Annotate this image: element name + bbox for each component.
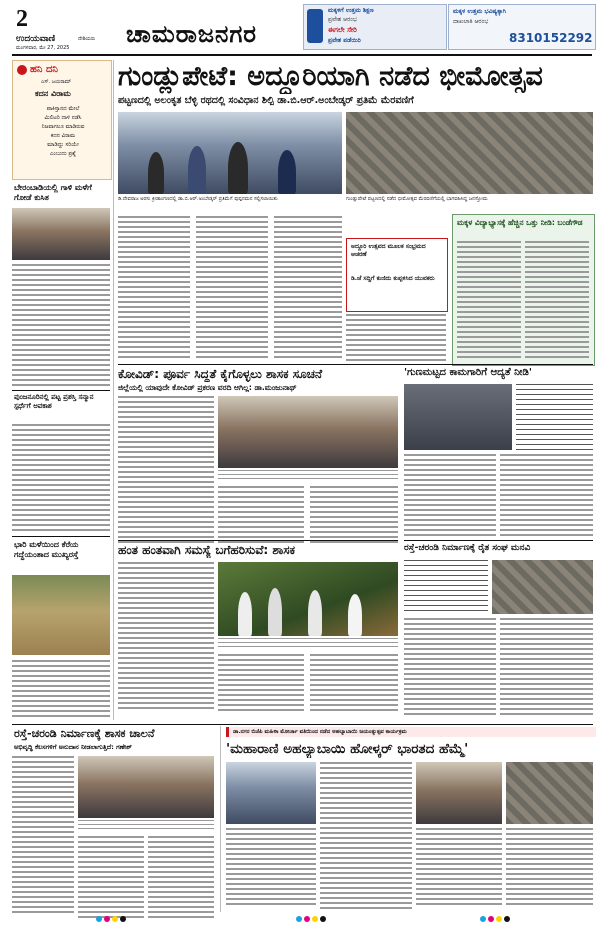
left-story-2-body [12, 424, 110, 534]
covid-photo-caption [218, 470, 398, 482]
phase-body-col-1 [118, 562, 214, 712]
road-bottom-photo [78, 756, 214, 818]
quality-photo-caption [516, 384, 593, 450]
honey-brand: ಹನಿ ದನಿ [30, 64, 58, 75]
phase-photo [218, 562, 398, 636]
lead-photo-crowd [346, 112, 593, 194]
registration-mark [112, 916, 118, 922]
masthead [0, 0, 600, 52]
road-right-caption [404, 560, 488, 614]
lead-body-col-4 [346, 314, 446, 364]
lead-bullet-1: ಅದ್ದೂರಿ ಉತ್ಸವದ ಮೂಲಕ ಸಂಭ್ರಮದ ಆಚರಣೆ [351, 243, 426, 258]
ad-line: ದಾಖಲಾತಿ ಆರಂಭ [453, 18, 489, 25]
honey-author: ಎಸ್. ಜಯರಾಮ್ [41, 79, 72, 85]
lead-body-col-3 [274, 216, 342, 361]
covid-meeting-photo [218, 396, 398, 468]
figure [308, 590, 322, 636]
covid-body-col-1 [118, 396, 214, 546]
quality-photo [404, 384, 512, 450]
phase-photo-caption [218, 638, 398, 650]
maharani-photo-1 [226, 762, 316, 824]
covid-body-col-3 [310, 486, 398, 546]
lead-body-col-2 [196, 216, 268, 361]
covid-body-col-2 [218, 486, 304, 546]
figure [268, 588, 282, 636]
sidebox-body [457, 241, 521, 361]
maharani-body-col-3 [416, 828, 502, 908]
registration-mark [312, 916, 318, 922]
maharani-photo-3 [506, 762, 593, 824]
maharani-kicker [226, 727, 596, 737]
lead-photo-caption-2: ಗುಂಡ್ಲುಪೇಟೆ ಪಟ್ಟಣದಲ್ಲಿ ನಡೆದ ಭೀಮೋತ್ಸವ ಮೆರವಣಿಗೆಯಲ್ಲಿ ಭಾಗವಹಿಸಿದ್ದ ಜನಸ್ತೋಮ [346, 196, 488, 202]
left-story-1-body [12, 264, 110, 389]
phase-body-col-2 [218, 654, 304, 714]
figure [188, 146, 206, 194]
quality-body-col-2 [500, 454, 593, 539]
figure [228, 142, 248, 194]
ad-line: ಮಕ್ಕಳ ಉತ್ತಮ ಭವಿಷ್ಯಕ್ಕಾಗಿ [453, 8, 506, 15]
wall-collapse-photo [12, 208, 110, 260]
maharani-headline: 'ಮಹಾರಾಣಿ ಅಹಲ್ಯಾಬಾಯಿ ಹೋಳ್ಕರ್ ಭಾರತದ ಹೆಮ್ಮೆ' [226, 741, 469, 757]
paper-name: ಉದಯವಾಣಿ [16, 34, 56, 44]
bottom-column-rule [220, 726, 221, 912]
maharani-photo-2 [416, 762, 502, 824]
lead-bullet-2: ಡಿ.ಜೆ ಸದ್ದಿಗೆ ಕುಣಿದು ಕುಪ್ಪಳಿಸಿದ ಯುವಕರು [351, 275, 435, 282]
lead-photo-caption: ಡಿ.ದೇವರಾಜ ಅರಸು ಕ್ರೀಡಾಂಗಣದಲ್ಲಿ ಡಾ.ಬಿ.ಆರ್.ಅಂಬೇಡ್ಕರ್ ಪ್ರತಿಮೆಗೆ ಪುಷ್ಪನಮನ ಸಲ್ಲಿಸಲಾಯಿತು [118, 196, 278, 202]
road-bottom-headline: ರಸ್ತೆ-ಚರಂಡಿ ನಿರ್ಮಾಣಕ್ಕೆ ಶಾಸಕ ಚಾಲನೆ [14, 727, 155, 740]
education-sidebox [452, 214, 595, 366]
ad-school-2 [448, 4, 596, 50]
registration-mark [296, 916, 302, 922]
figure [348, 594, 362, 636]
sidebox-body-2 [525, 241, 589, 361]
honey-icon [17, 65, 27, 75]
page-number: 2 [16, 6, 28, 32]
registration-mark [496, 916, 502, 922]
road-bottom-body-col-3 [148, 836, 214, 921]
covid-subheadline: ಜಿಲ್ಲೆಯಲ್ಲಿ ಯಾವುದೇ ಕೋವಿಡ್ ಪ್ರಕರಣ ವರದಿ ಆಗಿಲ್ಲ: ಡಾ.ಮಂಜುನಾಥ್ [118, 383, 297, 392]
figure [238, 592, 252, 636]
right-rule [404, 540, 593, 541]
mid-rule [118, 540, 398, 541]
ad-line: ಪ್ರವೇಶ ಪಡೆಯಿರಿ [328, 37, 361, 44]
date-line: ಮಂಗಳವಾರ, ಮೇ 27, 2025 [16, 45, 70, 51]
road-right-photo [492, 560, 593, 614]
left-story-3-headline: ಭಾರಿ ಮಳೆಯಿಂದ ಕೆರೆಯ ಗದ್ದೆಯಂತಾದ ಮುಖ್ಯರಸ್ತೆ [14, 540, 79, 559]
edition-label: ದೇಶಿಯರು [78, 36, 96, 42]
left-divider-1 [12, 390, 110, 391]
maharani-body-col-1 [226, 828, 316, 908]
lead-body-col-1 [118, 216, 190, 361]
ad-line: ಮಕ್ಕಳಿಗೆ ಉತ್ತಮ ಶಿಕ್ಷಣ [328, 7, 374, 14]
road-right-body-col-2 [500, 618, 593, 718]
maharani-body-col-4 [506, 828, 593, 908]
masthead-rule [12, 54, 592, 56]
road-bottom-caption [78, 820, 214, 832]
registration-mark [480, 916, 486, 922]
left-story-2-headline: ಪುಂಜನೂರಿನಲ್ಲಿ ಪಟ್ಟ ಪ್ರಶಸ್ತಿ ಸನ್ಮಾನ ಸ್ಪರ್ಧೆಗೆ ಅವಕಾಶ [14, 393, 94, 410]
left-column-rule [113, 60, 114, 720]
road-bottom-body-col-1 [12, 756, 74, 916]
registration-mark [96, 916, 102, 922]
phase-headline: ಹಂತ ಹಂತವಾಗಿ ಸಮಸ್ಯೆ ಬಗೆಹರಿಸುವೆ: ಶಾಸಕ [118, 543, 295, 557]
ad-phone: 8310152292 [509, 31, 593, 45]
figure [148, 152, 164, 194]
figure [278, 150, 296, 194]
covid-headline: ಕೋವಿಡ್: ಪೂರ್ವ ಸಿದ್ಧತೆ ಕೈಗೊಳ್ಳಲು ಶಾಸಕ ಸೂಚನೆ [118, 367, 323, 381]
registration-mark [104, 916, 110, 922]
phase-body-col-3 [310, 654, 398, 714]
honey-dani-box [12, 60, 112, 180]
registration-mark [320, 916, 326, 922]
flooded-road-photo [12, 575, 110, 655]
ad-school-1 [303, 4, 447, 50]
left-story-3-body [12, 660, 110, 720]
lead-bottom-rule [118, 364, 593, 365]
left-divider-2 [12, 536, 110, 537]
sidebox-headline: ಮಕ್ಕಳ ವಿದ್ಯಾಭ್ಯಾಸಕ್ಕೆ ಹೆಚ್ಚಿನ ಒತ್ತು ನೀಡಿ: ಬಂಡೆಗೌಡ [457, 218, 583, 227]
registration-mark [488, 916, 494, 922]
maharani-body-col-2 [320, 762, 412, 912]
section-title: ಚಾಮರಾಜನಗರ [126, 20, 258, 48]
registration-mark [120, 916, 126, 922]
quality-body-col-1 [404, 454, 496, 539]
road-bottom-subheadline: ಅಭಿವೃದ್ಧಿ ಕೆಲಸಗಳಿಗೆ ಅನುದಾನ ನೀಡಲಾಗುತ್ತಿದೆ: ಗಣೇಶ್ [14, 743, 132, 751]
bottom-rule [12, 724, 593, 725]
ad-line: ಪ್ರವೇಶ ಆರಂಭ [328, 16, 358, 23]
quality-headline: 'ಗುಣಮಟ್ಟದ ಕಾಮಗಾರಿಗೆ ಆದ್ಯತೆ ನೀಡಿ' [404, 367, 532, 378]
road-right-headline: ರಸ್ತೆ-ಚರಂಡಿ ನಿರ್ಮಾಣಕ್ಕೆ ರೈತ ಸಂಘ ಮನವಿ [404, 543, 531, 553]
ad-line: ಈಗಲೇ ಸೇರಿ [328, 26, 357, 34]
lead-headline: ಗುಂಡ್ಲುಪೇಟೆ: ಅದ್ದೂರಿಯಾಗಿ ನಡೆದ ಭೀಮೋತ್ಸವ [118, 61, 543, 92]
honey-title: ಕದನ ವಿರಾಮ [35, 89, 71, 98]
lead-subheadline: ಪಟ್ಟಣದಲ್ಲಿ ಅಲಂಕೃತ ಬೆಳ್ಳಿ ರಥದಲ್ಲಿ ಸಂವಿಧಾನ ಶಿಲ್ಪಿ ಡಾ.ಬಿ.ಆರ್.ಅಂಬೇಡ್ಕರ್ ಪ್ರತಿಮೆ ಮೆರವಣಿಗೆ [118, 95, 414, 106]
lead-bullet-box [346, 238, 448, 312]
maharani-kicker-text: ಡಾ.ನಗರ ಬಿಜೆಪಿ ಮಹಿಳಾ ಮೋರ್ಚಾ ವತಿಯಿಂದ ನಡೆದ ಅಹಲ್ಯಾಬಾಯಿ ಜಯಂತ್ಯುತ್ಸವ ಕಾರ್ಯಕ್ರಮ [233, 729, 407, 735]
registration-mark [304, 916, 310, 922]
registration-mark [504, 916, 510, 922]
lead-photo-statue [118, 112, 342, 194]
road-bottom-body-col-2 [78, 836, 144, 921]
honey-poem: ಪಾಕಿಸ್ತಾನದ ಮೇಲೆ ಮಿಲಿಟರಿ ದಾಳಿ ನಡೆಸಿ ನಿಜವಾಗಲೂ ಮಾಡಿರುವ ಕದನ ವಿರಾಮ ಮಾಡಿದ್ದು ಸರಿಯೇ ಎಂಬುದು ಪ್ರಶ್ನೆ [41, 106, 85, 157]
road-right-body-col-1 [404, 618, 496, 718]
left-story-1-headline: ಬೇರಂಬಾಡಿಯಲ್ಲಿ ಗಾಳಿ ಮಳೆಗೆ ಗೋಡೆ ಕುಸಿತ [14, 183, 92, 202]
phone-illustration [307, 9, 323, 43]
